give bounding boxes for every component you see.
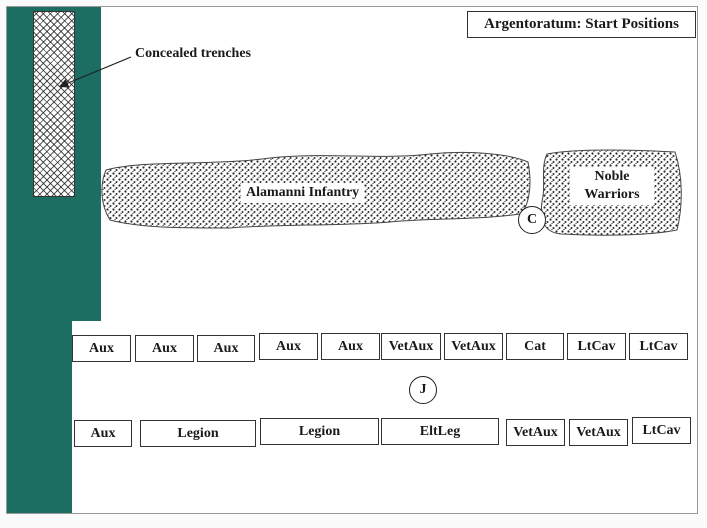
concealed-trenches xyxy=(33,11,75,197)
front-line-unit: LtCav xyxy=(567,333,626,360)
callout-label: Concealed trenches xyxy=(135,46,251,61)
commander-marker-c: C xyxy=(518,206,546,234)
front-line-unit: Aux xyxy=(197,335,255,362)
front-line-unit: VetAux xyxy=(444,333,503,360)
rear-line-unit: LtCav xyxy=(632,417,691,444)
front-line-unit: VetAux xyxy=(381,333,441,360)
front-line-unit: Aux xyxy=(259,333,318,360)
front-line-unit: Aux xyxy=(135,335,194,362)
front-line-unit: Cat xyxy=(506,333,564,360)
rear-line-unit: VetAux xyxy=(506,419,565,446)
general-marker-j: J xyxy=(409,376,437,404)
front-line-unit: Aux xyxy=(72,335,131,362)
map-title: Argentoratum: Start Positions xyxy=(467,11,696,38)
rear-line-unit: Legion xyxy=(260,418,379,445)
rear-line-unit: EltLeg xyxy=(381,418,499,445)
rear-line-unit: Legion xyxy=(140,420,256,447)
front-line-unit: Aux xyxy=(321,333,380,360)
rear-line-unit: Aux xyxy=(74,420,132,447)
river-lower xyxy=(7,321,72,513)
noble-warriors-label: Noble Warriors xyxy=(570,167,654,205)
alamanni-infantry-label: Alamanni Infantry xyxy=(241,183,364,203)
rear-line-unit: VetAux xyxy=(569,419,628,446)
front-line-unit: LtCav xyxy=(629,333,688,360)
